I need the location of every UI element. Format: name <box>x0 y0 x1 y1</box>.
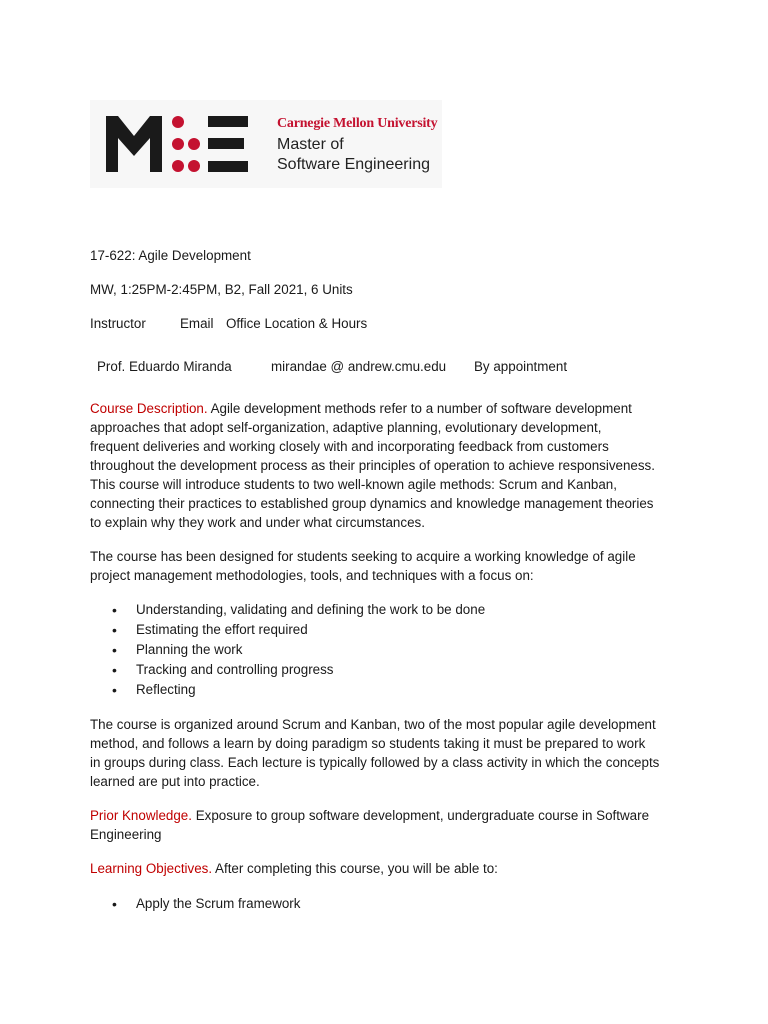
prior-text: Exposure to group software development, undergraduate course in Software <box>191 808 650 823</box>
focus-line: The course has been designed for students seeking to acquire a working knowledge of agile <box>90 549 636 564</box>
prior-line: Engineering <box>90 827 162 842</box>
description-line: connecting their practices to established group dynamics and knowledge management theories <box>90 496 654 511</box>
organization-line: The course is organized around Scrum and Kanban, two of the most popular agile development <box>90 717 656 732</box>
table-header-office: Office Location & Hours <box>226 316 368 331</box>
objectives-text: After completing this course, you will be able to: <box>212 861 498 876</box>
description-line: throughout the development process as their principles of operation to achieve responsiveness. <box>90 458 655 473</box>
table-header-instructor: Instructor <box>90 316 146 331</box>
mse-logo-icon <box>104 112 248 176</box>
instructor-hours: By appointment <box>474 359 568 374</box>
prior-heading: Prior Knowledge. <box>90 808 192 823</box>
organization-line: learned are put into practice. <box>90 774 260 789</box>
course-schedule: MW, 1:25PM-2:45PM, B2, Fall 2021, 6 Units <box>90 282 353 297</box>
list-item: • Estimating the effort required <box>90 620 485 640</box>
course-title: 17-622: Agile Development <box>90 248 251 263</box>
list-item: • Reflecting <box>90 680 485 700</box>
mse-logo <box>90 100 442 188</box>
description-line: frequent deliveries and working closely with and incorporating feedback from customers <box>90 439 609 454</box>
description-text: Agile development methods refer to a number of software development <box>207 401 632 416</box>
focus-line: project management methodologies, tools, and techniques with a focus on: <box>90 568 534 583</box>
description-heading: Course Description. <box>90 401 208 416</box>
program-name-line1: Master of <box>277 136 344 153</box>
description-line <box>90 399 685 418</box>
learning-objectives <box>90 859 685 878</box>
focus-list <box>90 600 485 700</box>
list-item: • Apply the Scrum framework <box>90 894 300 914</box>
focus-paragraph <box>90 547 685 585</box>
prior-knowledge <box>90 806 685 844</box>
description-line: approaches that adopt self-organization, adaptive planning, evolutionary development, <box>90 420 602 435</box>
course-description <box>90 399 685 532</box>
objectives-line <box>90 859 685 878</box>
list-item: • Planning the work <box>90 640 485 660</box>
organization-line: method, and follows a learn by doing paradigm so students taking it must be prepared to work <box>90 736 646 751</box>
description-line: to explain why they work and under what circumstances. <box>90 515 425 530</box>
instructor-name: Prof. Eduardo Miranda <box>97 359 232 374</box>
cmu-wordmark: Carnegie Mellon University <box>277 116 438 131</box>
list-item: • Tracking and controlling progress <box>90 660 485 680</box>
prior-line <box>90 806 685 825</box>
objectives-list <box>90 894 300 914</box>
program-name-line2: Software Engineering <box>277 156 430 173</box>
list-item: • Understanding, validating and defining the work to be done <box>90 600 485 620</box>
description-line: This course will introduce students to two well-known agile methods: Scrum and Kanban, <box>90 477 617 492</box>
organization-paragraph <box>90 715 685 791</box>
objectives-heading: Learning Objectives. <box>90 861 213 876</box>
instructor-email: mirandae @ andrew.cmu.edu <box>271 359 447 374</box>
table-header-email: Email <box>180 316 214 331</box>
organization-line: in groups during class. Each lecture is typically followed by a class activity in which the concepts <box>90 755 660 770</box>
